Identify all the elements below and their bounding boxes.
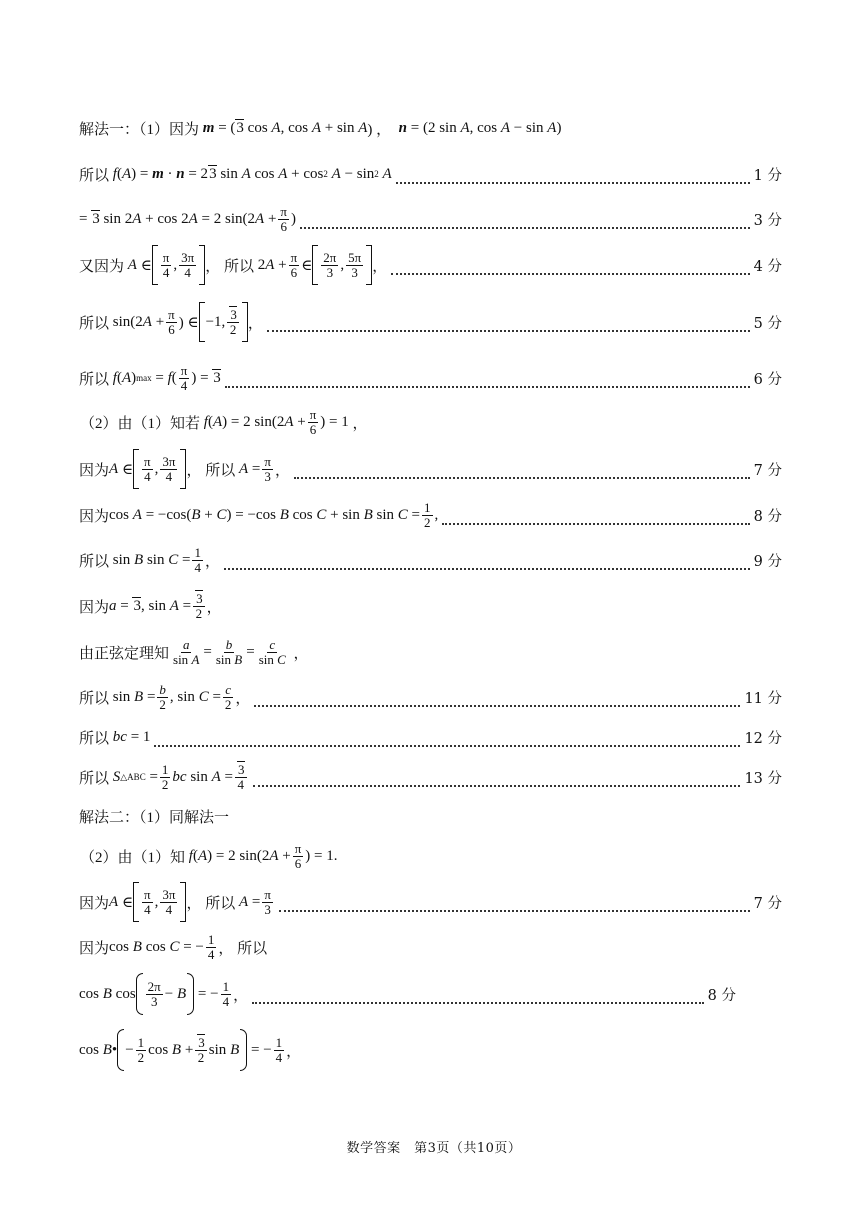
score-points: 9 分 — [753, 553, 782, 570]
line-12-content: 由正弦定理知 $\frac{a}{\text{sin A}}$ = $\frac{b}{\text{sin B}}$ = $\frac{c}{\text{sin C}}$ ， — [79, 636, 309, 667]
solution-line-20 — [79, 972, 736, 1016]
solution-line-4 — [79, 243, 782, 287]
line-11-content: 因为 a = 3 , sin A = $\frac{3}{2}$ ， — [79, 590, 222, 621]
line-18-content: 因为 A ∈ $\frac{\pi}{4}$ , $\frac{3\pi}{4}$ ， 所以 A = $\frac{\pi}{3}$ — [79, 882, 275, 922]
line-1-content: 解法一：（1）因为 m = ( 3 cos A , cos A + sin A ) ， n = (2 sin A , cos A − sin A ) — [79, 119, 562, 138]
score-points: 6 分 — [753, 371, 782, 388]
score-points: 7 分 — [753, 895, 782, 912]
line-2-content: 所以 f ( A ) = m · n = 2 3 sin A cos A + cos 2 A − sin 2 A — [79, 165, 392, 184]
solution-line-10 — [79, 538, 782, 582]
dot-leader — [442, 509, 749, 525]
dot-leader — [300, 213, 750, 229]
score-points: 7 分 — [753, 462, 782, 479]
solution-line-18 — [79, 880, 782, 924]
solution-line-16 — [79, 794, 782, 838]
line-9-content: 因为 cos A = −cos( B + C ) = −cos B cos C + sin B sin C = $\frac{1}{2}$ , — [79, 499, 439, 530]
line-3-content: = 3 sin 2 A + cos 2 A = 2 sin(2 A + $\frac{\pi}{6}$ ) — [79, 203, 296, 234]
score-points: 11 分 — [744, 690, 782, 707]
solution-line-3 — [79, 197, 782, 241]
solution-line-21 — [79, 1028, 782, 1072]
dot-leader — [391, 259, 749, 275]
dot-leader — [267, 316, 750, 332]
dot-leader — [252, 988, 704, 1004]
line-8-content: 因为 A ∈ $\frac{\pi}{4}$ , $\frac{3\pi}{4}$ ， 所以 A = $\frac{\pi}{3}$ ， — [79, 449, 290, 489]
score-points: 8 分 — [707, 987, 736, 1004]
score-points: 4 分 — [753, 258, 782, 275]
dot-leader — [224, 554, 750, 570]
score-points: 3 分 — [753, 212, 782, 229]
solution-line-17 — [80, 834, 782, 878]
solution-line-8 — [79, 447, 782, 491]
dot-leader — [294, 463, 750, 479]
line-17-content: （2）由（1）知 f ( A ) = 2 sin(2 A + $\frac{\pi}{6}$ ) = 1. — [80, 840, 338, 871]
dot-leader — [253, 771, 741, 787]
score-points: 12 分 — [744, 730, 782, 747]
dot-leader — [154, 731, 740, 747]
score-points: 1 分 — [753, 167, 782, 184]
solution-line-7 — [80, 400, 782, 444]
solution-line-13 — [79, 675, 782, 719]
line-13-content: 所以 sin B = $\frac{b}{2}$ , sin C = $\frac{c}{2}$ ， — [79, 681, 251, 712]
solution-line-2 — [79, 152, 782, 196]
solution-line-9 — [79, 493, 782, 537]
line-19-content: 因为 cos B cos C = − $\frac{1}{4}$ ， 所以 — [79, 931, 268, 962]
dot-leader — [396, 168, 750, 184]
solution-line-14 — [79, 715, 782, 759]
line-21-content: cos B • − $\frac{1}{2}$ cos B + $\frac{3}{2}$ sin B = − $\frac{1}{4}$ ， — [79, 1029, 301, 1071]
solution-line-12 — [79, 630, 782, 674]
solution-line-1 — [79, 106, 782, 150]
solution-line-5 — [79, 300, 782, 344]
solution-line-15 — [79, 755, 782, 799]
page-footer: 数学答案 第3页（共10页） — [346, 1141, 522, 1156]
solution-line-19 — [79, 925, 782, 969]
line-5-content: 所以 sin(2 A + $\frac{\pi}{6}$ ) ∈ −1, $\frac{3}{2}$ ， — [79, 302, 263, 342]
dot-leader — [254, 691, 740, 707]
score-points: 13 分 — [744, 770, 782, 787]
line-14-content: 所以 bc = 1 — [79, 728, 151, 747]
solution-line-6 — [79, 356, 782, 400]
line-15-content: 所以 S △ABC = $\frac{1}{2}$ bc sin A = $\frac{3}{4}$ — [79, 761, 245, 792]
line-4-content: 又因为 A ∈ $\frac{\pi}{4}$ , $\frac{3\pi}{4}$ ， 所以 2 A + $\frac{\pi}{6}$ ∈ $\frac{2\pi}{3}$ , $\frac{5\pi}{3}$ ， — [79, 245, 387, 285]
score-points: 5 分 — [753, 315, 782, 332]
solution-line-11 — [79, 584, 782, 628]
dot-leader — [225, 372, 750, 388]
line-7-content: （2）由（1）知若 f ( A ) = 2 sin(2 A + $\frac{\pi}{6}$ ) = 1 ， — [80, 406, 368, 437]
line-6-content: 所以 f ( A ) max = f ( $\frac{\pi}{4}$ ) = 3 — [79, 362, 221, 393]
line-20-content: cos B cos $\frac{2\pi}{3}$ − B = − $\frac{1}{4}$ ， — [79, 973, 248, 1015]
score-points: 8 分 — [753, 508, 782, 525]
dot-leader — [279, 896, 750, 912]
line-10-content: 所以 sin B sin C = $\frac{1}{4}$ ， — [79, 544, 220, 575]
line-16-content: 解法二：（1）同解法一 — [79, 809, 230, 826]
